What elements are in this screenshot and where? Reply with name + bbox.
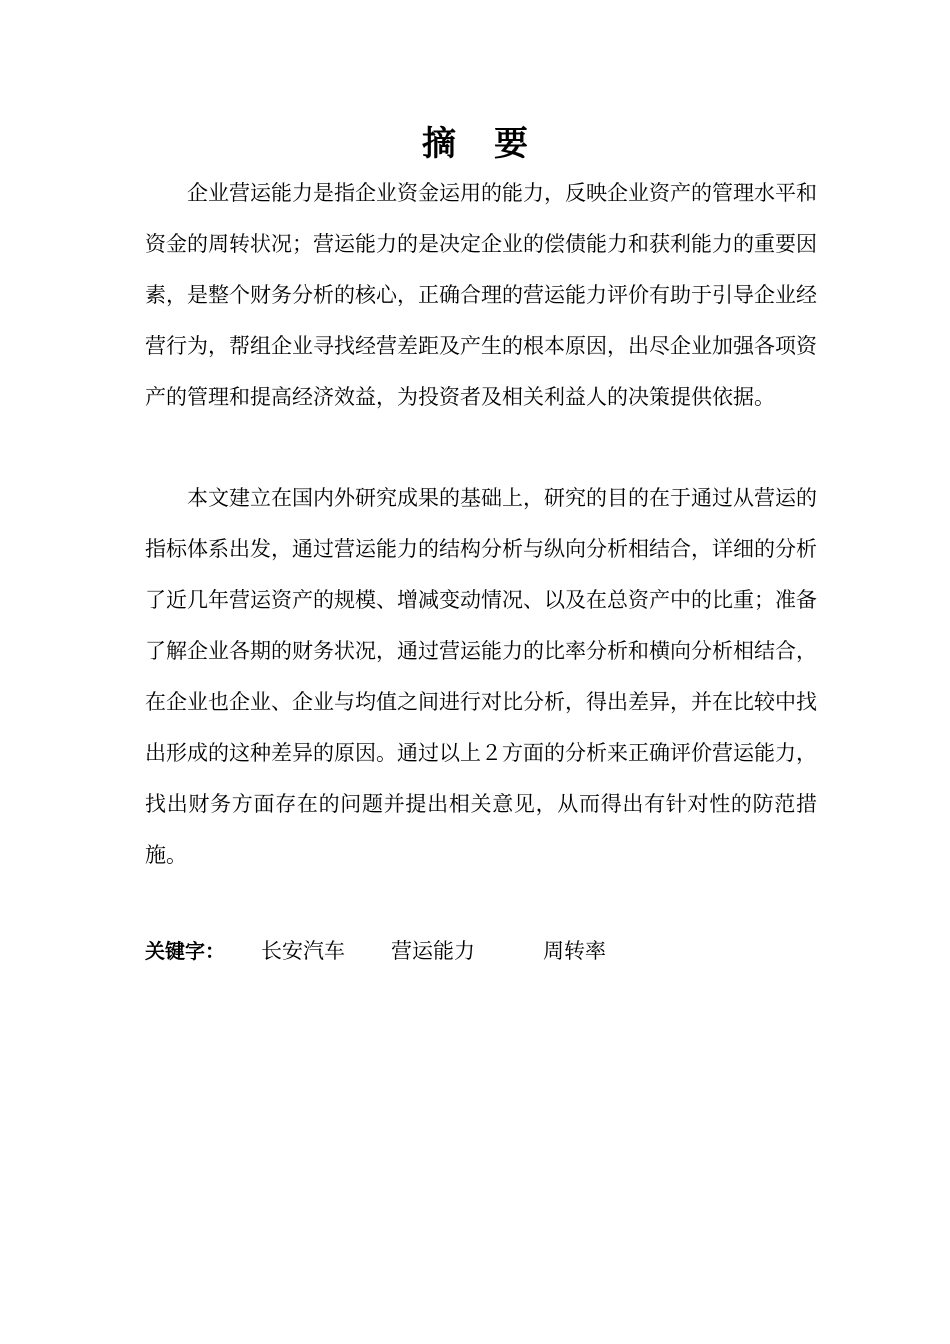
abstract-title: 摘要 bbox=[422, 124, 566, 164]
keyword-item: 长安汽车 bbox=[261, 939, 345, 963]
keyword-item: 周转率 bbox=[543, 939, 606, 963]
abstract-paragraph-2: 本文建立在国内外研究成果的基础上，研究的目的在于通过从营运的指标体系出发，通过营运能力的结构分析与纵向分析相结合，详细的分析了近几年营运资产的规模、增减变动情况、以及在总资产中的比重；准备了解企业各期的财务状况，通过营运能力的比率分析和横向分析相结合，在企业也企业、企业与均值之间进行对比分析，得出差异，并在比较中找出形成的这种差异的原因。通过以上２方面的分析来正确评价营运能力，找出财务方面存在的问题并提出相关意见，从而得出有针对性的防范措施。 bbox=[145, 486, 817, 867]
abstract-paragraph-1: 企业营运能力是指企业资金运用的能力，反映企业资产的管理水平和资金的周转状况；营运能力的是决定企业的偿债能力和获利能力的重要因素，是整个财务分析的核心，正确合理的营运能力评价有助于引导企业经营行为，帮组企业寻找经营差距及产生的根本原因，出尽企业加强各项资产的管理和提高经济效益，为投资者及相关利益人的决策提供依据。 bbox=[145, 181, 817, 409]
keyword-item: 营运能力 bbox=[391, 939, 475, 963]
keywords-label: 关键字： bbox=[145, 939, 225, 963]
keywords-line bbox=[145, 926, 606, 977]
